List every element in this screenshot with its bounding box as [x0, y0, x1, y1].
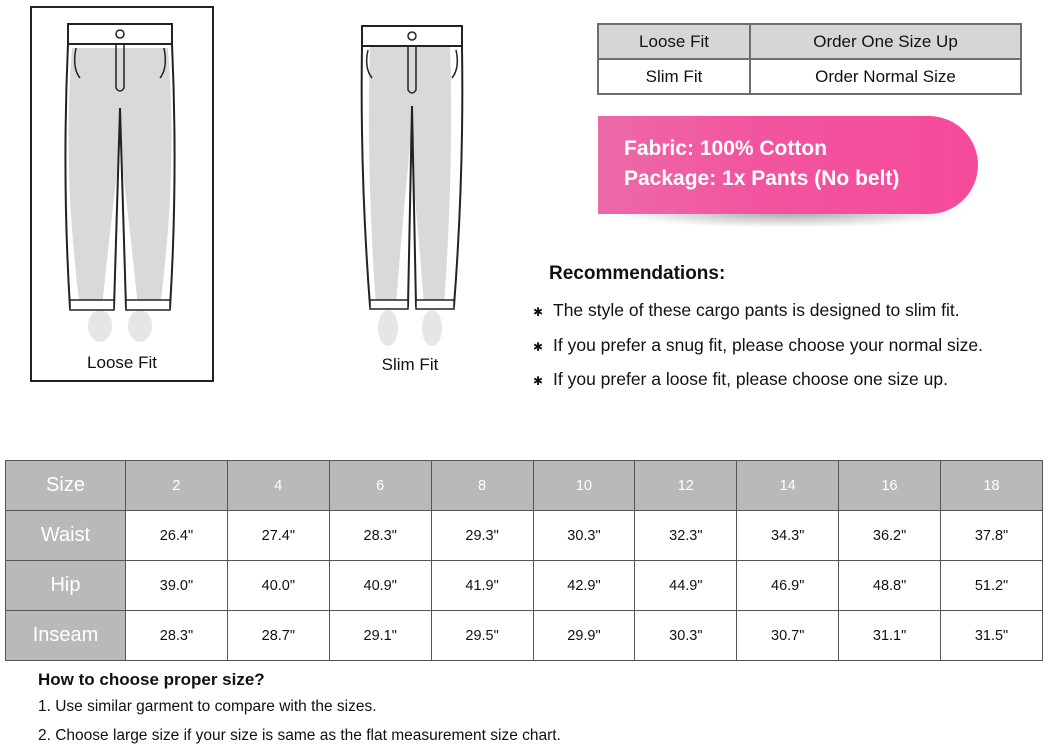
recommendations-title: Recommendations: [549, 263, 726, 284]
fit-type-cell: Slim Fit [598, 59, 750, 94]
table-cell: 42.9" [533, 561, 635, 611]
package-text: Package: 1x Pants (No belt) [624, 167, 900, 190]
fit-advice-table [597, 23, 1022, 95]
fit-advice-cell: Order One Size Up [750, 24, 1021, 59]
table-cell: 31.5" [941, 611, 1043, 661]
table-cell: 40.0" [227, 561, 329, 611]
size-header-cell: 8 [431, 461, 533, 511]
slim-fit-caption: Slim Fit [381, 355, 439, 374]
table-cell: 30.3" [533, 511, 635, 561]
table-cell: 28.3" [329, 511, 431, 561]
star-bullet-icon: ✱ [533, 339, 544, 354]
table-cell: 29.9" [533, 611, 635, 661]
table-cell: 31.1" [839, 611, 941, 661]
row-label-inseam: Inseam [6, 611, 126, 661]
size-header-label: Size [6, 461, 126, 511]
row-label-waist: Waist [6, 511, 126, 561]
table-row [6, 511, 1043, 561]
size-header-cell: 16 [839, 461, 941, 511]
table-cell: 29.3" [431, 511, 533, 561]
recommendation-text: If you prefer a snug fit, please choose your normal size. [553, 334, 983, 355]
table-row [6, 611, 1043, 661]
table-cell: 32.3" [635, 511, 737, 561]
table-cell: 46.9" [737, 561, 839, 611]
loose-pants-illustration [32, 8, 212, 348]
loose-fit-figure [30, 6, 214, 382]
size-header-cell: 4 [227, 461, 329, 511]
recommendations-list [533, 300, 983, 404]
table-cell: 37.8" [941, 511, 1043, 561]
table-row [6, 561, 1043, 611]
recommendation-text: If you prefer a loose fit, please choose one size up. [553, 369, 948, 389]
fabric-text: Fabric: 100% Cotton [624, 137, 828, 160]
table-cell: 26.4" [126, 511, 228, 561]
table-cell: 48.8" [839, 561, 941, 611]
table-cell: 30.7" [737, 611, 839, 661]
size-header-cell: 6 [329, 461, 431, 511]
table-cell: 28.7" [227, 611, 329, 661]
howto-step: 1. Use similar garment to compare with the sizes. [38, 698, 377, 715]
row-label-hip: Hip [6, 561, 126, 611]
table-cell: 27.4" [227, 511, 329, 561]
fit-type-cell: Loose Fit [598, 24, 750, 59]
howto-step: 2. Choose large size if your size is same as the flat measurement size chart. [38, 727, 561, 744]
fit-advice-row [598, 59, 1021, 94]
size-header-row [6, 461, 1043, 511]
size-header-cell: 18 [941, 461, 1043, 511]
list-item [533, 369, 983, 404]
slim-pants-illustration [330, 6, 490, 351]
howto-title: How to choose proper size? [38, 670, 265, 689]
table-cell: 41.9" [431, 561, 533, 611]
table-cell: 29.1" [329, 611, 431, 661]
size-header-cell: 2 [126, 461, 228, 511]
table-cell: 40.9" [329, 561, 431, 611]
table-cell: 36.2" [839, 511, 941, 561]
table-cell: 30.3" [635, 611, 737, 661]
table-cell: 29.5" [431, 611, 533, 661]
fabric-banner [598, 116, 978, 214]
list-item [533, 335, 983, 370]
list-item [533, 300, 983, 335]
loose-fit-caption: Loose Fit [87, 353, 157, 372]
star-bullet-icon: ✱ [533, 374, 544, 388]
table-cell: 51.2" [941, 561, 1043, 611]
table-cell: 28.3" [126, 611, 228, 661]
table-cell: 44.9" [635, 561, 737, 611]
size-chart-table [5, 460, 1043, 661]
star-bullet-icon: ✱ [533, 305, 544, 319]
size-header-cell: 14 [737, 461, 839, 511]
fit-advice-row [598, 24, 1021, 59]
size-header-cell: 12 [635, 461, 737, 511]
table-cell: 34.3" [737, 511, 839, 561]
table-cell: 39.0" [126, 561, 228, 611]
recommendation-text: The style of these cargo pants is designed to slim fit. [553, 300, 960, 320]
size-header-cell: 10 [533, 461, 635, 511]
slim-fit-figure [330, 6, 490, 382]
fit-advice-cell: Order Normal Size [750, 59, 1021, 94]
